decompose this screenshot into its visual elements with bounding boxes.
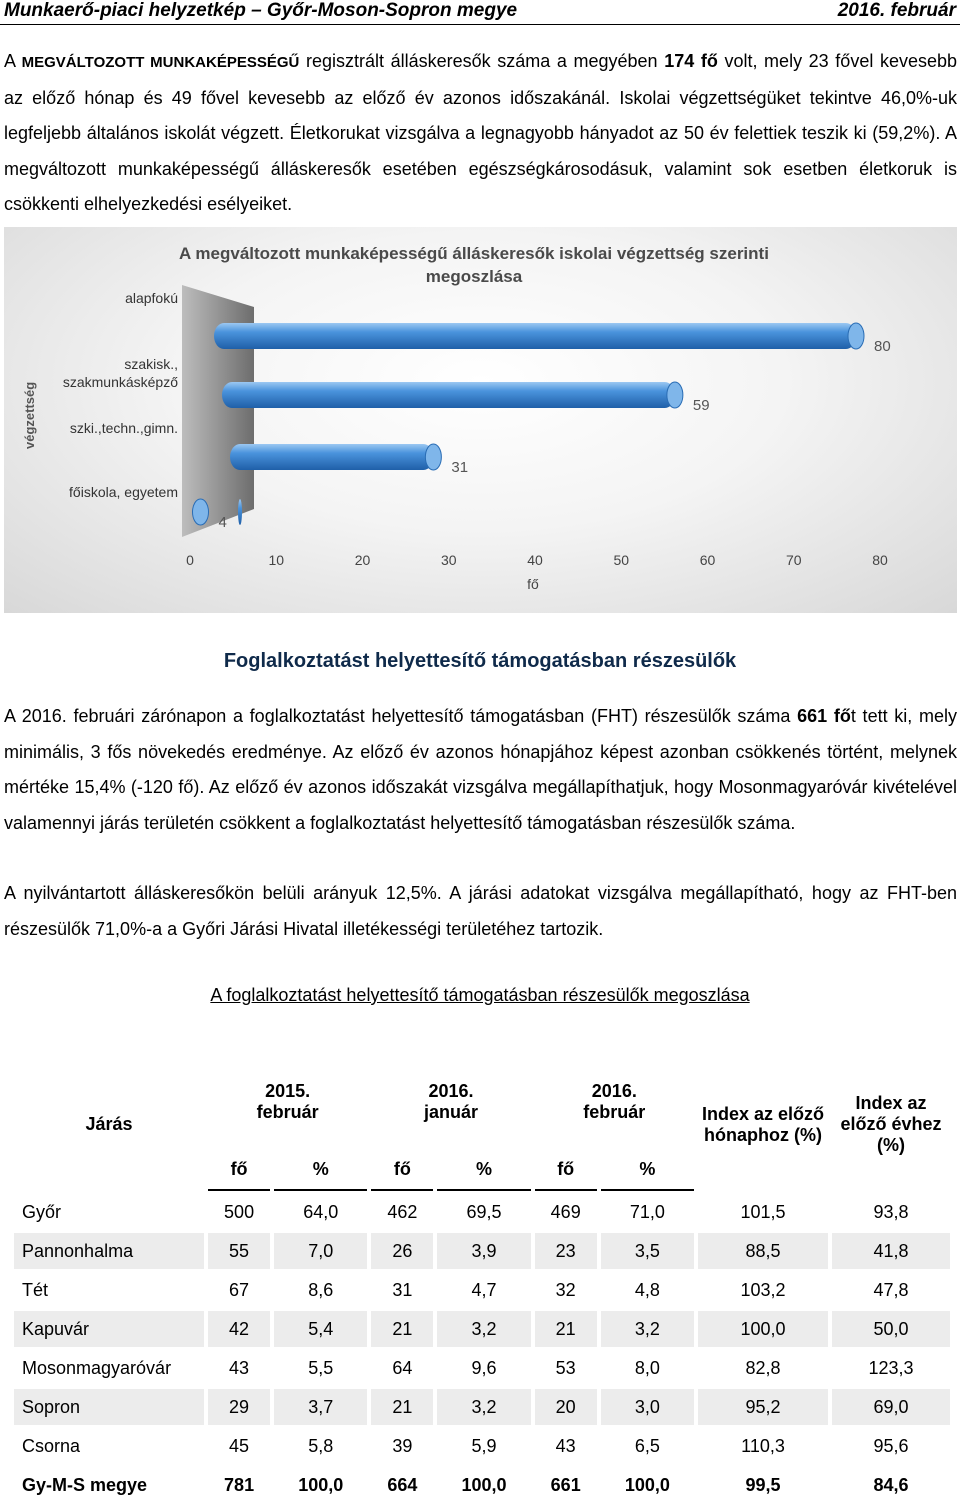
- intro-text-a: A: [4, 51, 22, 71]
- table-row: [14, 1194, 950, 1230]
- row-value: 500: [224, 1201, 255, 1222]
- table-row: [14, 1389, 950, 1425]
- row-value: 50,0: [832, 1311, 950, 1347]
- bar-value-label: 59: [692, 397, 710, 414]
- sub-header-pct: %: [601, 1149, 694, 1191]
- row-value: 3,2: [601, 1311, 694, 1347]
- category-label: alapfokú: [125, 290, 178, 306]
- row-value: 3,2: [437, 1311, 530, 1347]
- category-label: szakisk.,: [124, 356, 178, 372]
- fht-paragraph: [4, 699, 957, 841]
- page-header: [0, 0, 960, 25]
- bar-end-cap: [667, 382, 683, 408]
- row-value: 5,9: [471, 1435, 497, 1456]
- row-value: 3,7: [274, 1389, 367, 1425]
- row-value: 110,3: [741, 1435, 785, 1456]
- sub-header-pct: %: [274, 1149, 367, 1191]
- row-value: 23: [535, 1233, 597, 1269]
- bar: [214, 323, 856, 349]
- col-header-period-1: [208, 1058, 367, 1146]
- table-row: [14, 1233, 950, 1269]
- intro-bold-count: 174 fő: [664, 51, 718, 71]
- bar-end-cap: [425, 444, 441, 470]
- row-value: 20: [535, 1389, 597, 1425]
- x-tick-label: 10: [268, 552, 285, 568]
- chart-title-line2: megoszlása: [425, 267, 523, 286]
- bar-end-cap: [848, 323, 864, 349]
- period-2-label: 2016. január: [423, 1081, 478, 1122]
- row-value: 469: [550, 1201, 581, 1222]
- category-label: főiskola, egyetem: [69, 484, 178, 500]
- x-tick-label: 80: [872, 552, 888, 568]
- row-value: 32: [555, 1279, 576, 1300]
- row-value: 8,6: [308, 1279, 334, 1300]
- row-value: 64,0: [303, 1201, 339, 1222]
- row-value: 4,7: [471, 1279, 497, 1300]
- row-value: 3,9: [437, 1233, 530, 1269]
- row-value: 5,4: [274, 1311, 367, 1347]
- intro-caps: MEGVÁLTOZOTT MUNKAKÉPESSÉGŰ: [21, 54, 300, 71]
- col-header-period-2: [371, 1058, 530, 1146]
- row-value: 9,6: [471, 1357, 497, 1378]
- row-jaras-name: Gy-M-S megye: [22, 1474, 148, 1495]
- bar-value-label: 80: [874, 338, 891, 355]
- row-value: 31: [392, 1279, 413, 1300]
- row-value: 21: [371, 1311, 433, 1347]
- row-value: 100,0: [461, 1474, 507, 1495]
- row-value: 5,8: [308, 1435, 334, 1456]
- row-value: 21: [371, 1389, 433, 1425]
- bar: [238, 499, 242, 525]
- period-3-label: 2016. február: [583, 1081, 646, 1122]
- row-value: 95,2: [698, 1389, 828, 1425]
- row-value: 82,8: [745, 1357, 781, 1378]
- row-value: 462: [387, 1201, 418, 1222]
- row-value: 3,0: [601, 1389, 694, 1425]
- intro-text-b: regisztrált álláskeresők száma a megyében: [299, 51, 665, 71]
- education-chart-svg: [4, 227, 957, 613]
- row-value: 26: [371, 1233, 433, 1269]
- row-value: 100,0: [624, 1474, 670, 1495]
- row-value: 69,5: [466, 1201, 502, 1222]
- row-value: 55: [208, 1233, 270, 1269]
- row-value: 53: [555, 1357, 576, 1378]
- row-value: 100,0: [698, 1311, 828, 1347]
- row-value: 21: [535, 1311, 597, 1347]
- header-title: Munkaerő-piaci helyzetkép – Győr-Moson-Sopron megye: [4, 0, 518, 21]
- row-value: 3,5: [601, 1233, 694, 1269]
- row-value: 664: [387, 1474, 418, 1495]
- row-value: 67: [229, 1279, 250, 1300]
- sub-header-pct: %: [437, 1149, 530, 1191]
- table-row: [14, 1272, 950, 1308]
- bar: [222, 382, 675, 408]
- row-value: 8,0: [634, 1357, 660, 1378]
- fht-bold-count: 661 fő: [797, 706, 851, 726]
- row-jaras-name: Kapuvár: [14, 1311, 204, 1347]
- table-row: [14, 1311, 950, 1347]
- row-jaras-name: Sopron: [14, 1389, 204, 1425]
- x-tick-label: 50: [613, 552, 630, 568]
- category-label: szakmunkásképző: [62, 374, 178, 390]
- row-value: 99,5: [745, 1474, 781, 1495]
- x-tick-label: 0: [186, 552, 194, 568]
- row-value: 69,0: [832, 1389, 950, 1425]
- row-jaras-name: Mosonmagyaróvár: [22, 1357, 172, 1378]
- intro-text-c: volt, mely 23 fővel kevesebb az előző hónap és 49 fővel kevesebb az előző év azonos időszakánál. Iskolai végzettségüket tekintve 46,0%-uk legfeljebb általános iskolát végzett. Életkorukat vizsgálva a legnagyobb hányadot az 50 év felettiek teszik ki (59,2%). A megváltozott munkaképességű álláskeresők esetében egészségkárosodásuk, valamint sok esetben életkoruk is csökkenti elhelyezkedési esélyeiket.: [4, 51, 957, 214]
- row-value: 29: [208, 1389, 270, 1425]
- sub-header-fo: fő: [371, 1149, 433, 1191]
- row-value: 7,0: [274, 1233, 367, 1269]
- fht-distribution-table: [10, 1055, 954, 1506]
- row-jaras-name: Pannonhalma: [14, 1233, 204, 1269]
- row-value: 6,5: [634, 1435, 660, 1456]
- col-header-period-3: [535, 1058, 694, 1146]
- row-jaras-name: Csorna: [22, 1435, 81, 1456]
- row-value: 123,3: [868, 1357, 914, 1378]
- x-tick-label: 20: [354, 552, 371, 568]
- row-value: 64: [392, 1357, 413, 1378]
- sub-header-fo: fő: [535, 1149, 597, 1191]
- col-header-index-month: Index az előző hónaphoz (%): [701, 1103, 825, 1145]
- header-date: 2016. február: [837, 0, 956, 21]
- row-value: 3,2: [437, 1389, 530, 1425]
- row-value: 71,0: [629, 1201, 665, 1222]
- chart-y-axis-label: végzettség: [22, 381, 37, 449]
- share-paragraph: A nyilvántartott álláskeresőkön belüli arányuk 12,5%. A járási adatokat vizsgálva megállapítható, hogy az FHT-ben részesülők 71,0%-a a Győri Járási Hivatal illetékességi területéhez tartozik.: [4, 883, 957, 939]
- row-value: 95,6: [873, 1435, 909, 1456]
- col-header-index-year: Index az előző évhez (%): [840, 1093, 942, 1155]
- row-value: 39: [392, 1435, 413, 1456]
- x-tick-label: 70: [785, 552, 802, 568]
- row-value: 661: [550, 1474, 581, 1495]
- row-jaras-name: Tét: [22, 1279, 49, 1300]
- row-value: 41,8: [832, 1233, 950, 1269]
- intro-paragraph: [4, 44, 957, 223]
- table-row: [14, 1428, 950, 1464]
- sub-header-fo: fő: [208, 1149, 270, 1191]
- bar-value-label: 31: [451, 459, 469, 476]
- bar-end-cap: [193, 499, 209, 525]
- chart-back-wall: [182, 285, 254, 537]
- table-total-row: [14, 1467, 950, 1503]
- table-caption: A foglalkoztatást helyettesítő támogatásban részesülők megoszlása: [210, 985, 750, 1005]
- row-value: 43: [555, 1435, 576, 1456]
- row-value: 43: [229, 1357, 250, 1378]
- chart-x-axis-label: fő: [527, 576, 539, 592]
- chart-title: A megváltozott munkaképességű álláskeresők iskolai végzettség szerinti: [179, 244, 769, 263]
- table-row: [14, 1350, 950, 1386]
- x-tick-label: 30: [440, 552, 457, 568]
- fht-text-a: A 2016. februári zárónapon a foglalkoztatást helyettesítő támogatásban (FHT) részesülők száma: [4, 706, 798, 726]
- row-value: 5,5: [308, 1357, 334, 1378]
- bar: [230, 444, 433, 470]
- x-tick-label: 60: [699, 552, 716, 568]
- row-value: 88,5: [698, 1233, 828, 1269]
- bar-value-label: 4: [218, 514, 227, 531]
- row-value: 42: [208, 1311, 270, 1347]
- col-header-jaras: Járás: [85, 1114, 133, 1134]
- row-value: 93,8: [873, 1201, 909, 1222]
- section-title: Foglalkoztatást helyettesítő támogatásban részesülők: [223, 650, 737, 672]
- x-tick-label: 40: [527, 552, 543, 568]
- row-jaras-name: Győr: [22, 1201, 62, 1222]
- row-value: 101,5: [740, 1201, 786, 1222]
- row-value: 84,6: [873, 1474, 909, 1495]
- period-1-label: 2015. február: [256, 1081, 319, 1122]
- row-value: 45: [229, 1435, 250, 1456]
- fht-text-b: t tett ki, mely minimális, 3 fős növekedés eredménye. Az előző év azonos hónapjához képest azonban csökkenés történt, melynek mértéke 15,4% (-120 fő). Az előző év azonos időszakát vizsgálva megállapíthatjuk, hogy Mosonmagyaróvár kivételével valamennyi járás területén csökkent a foglalkoztatást helyettesítő támogatásban részesülők száma.: [4, 706, 957, 833]
- education-chart: [4, 227, 957, 613]
- row-value: 47,8: [873, 1279, 909, 1300]
- row-value: 100,0: [298, 1474, 344, 1495]
- row-value: 4,8: [634, 1279, 660, 1300]
- row-value: 781: [224, 1474, 255, 1495]
- category-label: szki.,techn.,gimn.: [69, 420, 178, 436]
- row-value: 103,2: [740, 1279, 786, 1300]
